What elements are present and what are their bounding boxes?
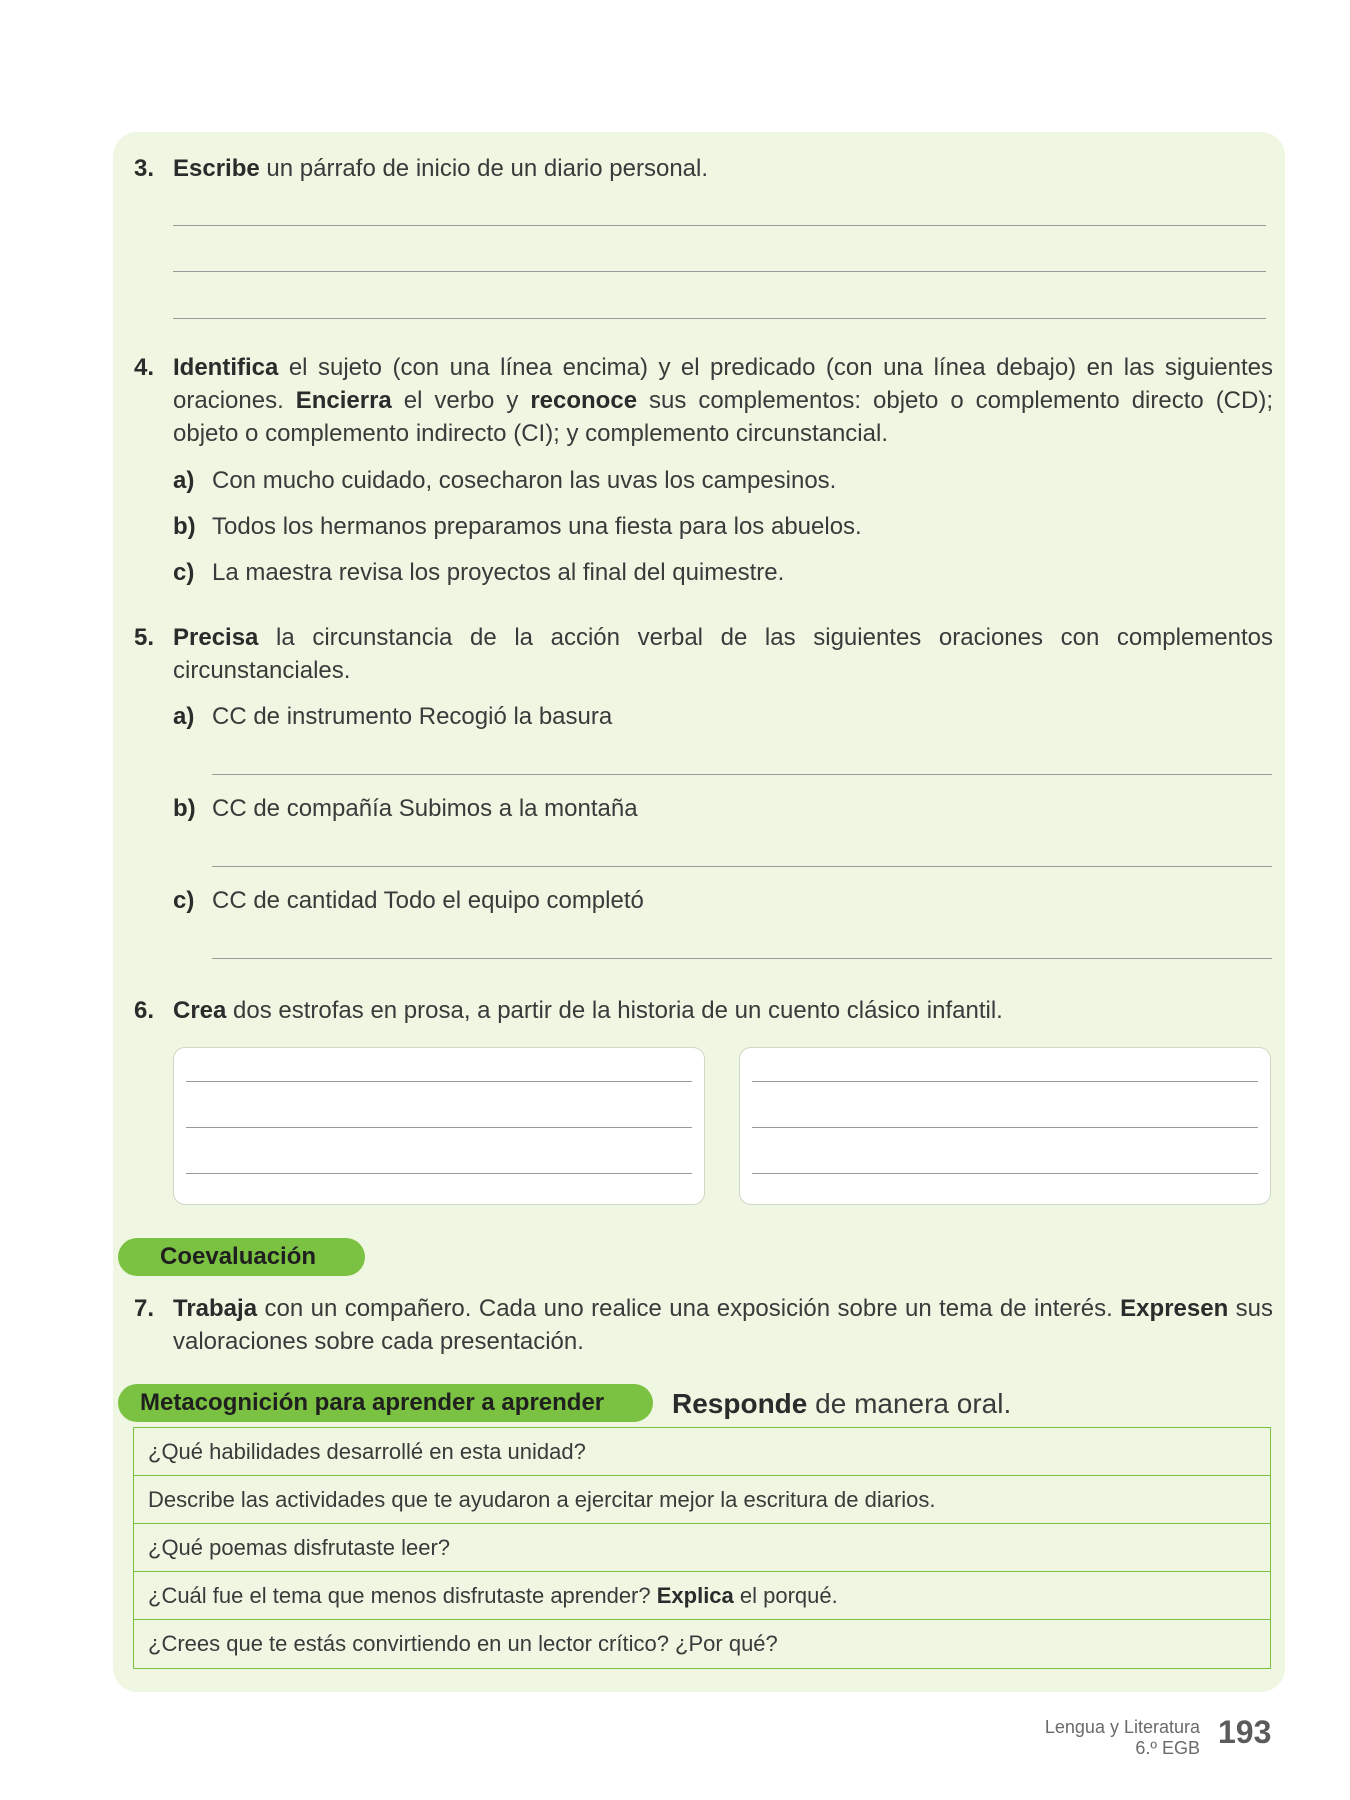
answer-line[interactable] [186,1081,692,1082]
question-text: la circunstancia de la acción verbal de las siguientes oraciones con complementos circunstanciales. [173,624,1273,684]
answer-line[interactable] [173,225,1266,226]
question-text: sus complementos: objeto o complemento directo (CD); objeto o complemento indirecto (CI); y complemento circunstancial. [173,387,1274,447]
stanza-box-left[interactable] [173,1047,705,1205]
instruction-verb: Crea [173,997,227,1024]
metacognition-instruction [672,1385,1011,1423]
question-number: 3. [134,155,155,182]
answer-line[interactable] [212,866,1272,867]
instruction-verb: Trabaja [173,1295,258,1322]
metacognition-table [133,1427,1271,1669]
instruction-verb: Expresen [1120,1295,1229,1322]
instruction-verb: Precisa [173,624,259,651]
question-number: 7. [134,1295,155,1322]
answer-line[interactable] [186,1173,692,1174]
item-letter: a) [173,467,195,494]
answer-line[interactable] [173,271,1266,272]
question-text: dos estrofas en prosa, a partir de la historia de un cuento clásico infantil. [226,997,1003,1024]
row-text: ¿Crees que te estás convirtiendo en un lector crítico? ¿Por qué? [148,1631,778,1656]
question-number: 6. [134,997,155,1024]
answer-line[interactable] [752,1081,1258,1082]
question-number: 4. [134,354,155,381]
item-text: CC de compañía Subimos a la montaña [212,795,638,822]
item-letter: a) [173,703,195,730]
question-5 [134,621,1273,687]
table-row [134,1620,1270,1668]
footer-grade: 6.º EGB [1135,1738,1200,1758]
row-bold: Explica [656,1583,734,1608]
table-row [134,1524,1270,1572]
question-4 [134,351,1274,450]
metacognition-label [118,1384,653,1422]
question-3 [134,152,1273,185]
row-text: el porqué. [733,1583,838,1608]
row-text: ¿Qué poemas disfrutaste leer? [148,1535,451,1560]
footer-subject: Lengua y Literatura [1044,1717,1200,1737]
answer-line[interactable] [212,774,1272,775]
instruction-verb: Encierra [295,387,392,414]
page-number: 193 [1218,1714,1272,1750]
item-letter: b) [173,513,196,540]
metacognition-text: Metacognición para aprender a aprender [140,1389,605,1416]
row-text: ¿Qué habilidades desarrollé en esta unidad? [148,1439,586,1464]
item-text: Todos los hermanos preparamos una fiesta para los abuelos. [212,513,862,540]
instruction-verb: Responde [672,1388,808,1419]
question-text: un párrafo de inicio de un diario personal. [259,155,709,182]
question-text: el sujeto (con una línea encima) y el predicado (con una línea debajo) en las siguientes oraciones. [173,354,1273,414]
question-text: el verbo y [391,387,531,414]
item-text: CC de cantidad Todo el equipo completó [212,887,644,914]
question-number: 5. [134,624,155,651]
table-row [134,1428,1270,1476]
answer-line[interactable] [186,1127,692,1128]
instruction-text: de manera oral. [807,1388,1012,1419]
item-letter: c) [173,559,195,586]
item-letter: b) [173,795,196,822]
item-text: CC de instrumento Recogió la basura [212,703,613,730]
coevaluation-text: Coevaluación [160,1243,317,1270]
row-text: ¿Cuál fue el tema que menos disfrutaste aprender? [148,1583,657,1608]
answer-line[interactable] [212,958,1272,959]
instruction-verb: reconoce [530,387,638,414]
item-text: La maestra revisa los proyectos al final del quimestre. [212,559,785,586]
table-row [134,1572,1270,1620]
question-text: sus valoraciones sobre cada presentación. [173,1295,1274,1355]
table-row [134,1476,1270,1524]
instruction-verb: Escribe [173,155,260,182]
question-7 [134,1292,1274,1358]
item-text: Con mucho cuidado, cosecharon las uvas los campesinos. [212,467,837,494]
row-text: Describe las actividades que te ayudaron a ejercitar mejor la escritura de diarios. [148,1487,936,1512]
question-text: con un compañero. Cada uno realice una exposición sobre un tema de interés. [257,1295,1121,1322]
item-letter: c) [173,887,195,914]
answer-line[interactable] [752,1173,1258,1174]
coevaluation-label [118,1238,365,1276]
answer-line[interactable] [173,318,1266,319]
question-6 [134,994,1273,1027]
stanza-box-right[interactable] [739,1047,1271,1205]
instruction-verb: Identifica [173,354,279,381]
answer-line[interactable] [752,1127,1258,1128]
